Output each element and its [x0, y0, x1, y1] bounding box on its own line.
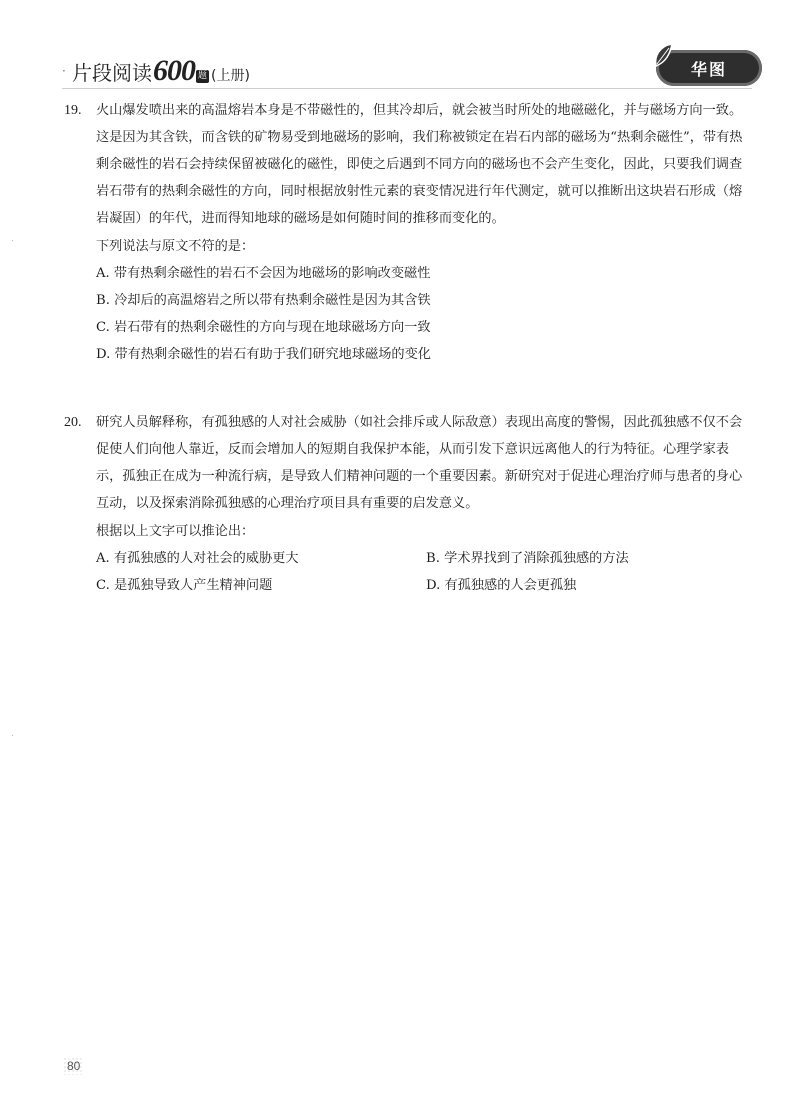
page-number: 80: [63, 1057, 84, 1075]
options-grid: [68, 545, 748, 599]
header-tick-mark: ·: [62, 64, 66, 78]
book-volume: (上册): [211, 68, 250, 84]
question-20: [64, 409, 748, 599]
option-d: D. 带有热剩余磁性的岩石有助于我们研究地球磁场的变化: [96, 347, 431, 362]
question-passage: [64, 97, 748, 232]
question-19: [64, 97, 748, 368]
option-d: D. 有孤独感的人会更孤独: [426, 578, 577, 593]
page-header: [62, 50, 752, 89]
question-prompt: 下列说法与原文不符的是：: [96, 239, 255, 254]
brand-logo: [656, 50, 762, 86]
option-c: C. 是孤独导致人产生精神问题: [96, 578, 273, 593]
option-b: B. 学术界找到了消除孤独感的方法: [426, 551, 629, 566]
brand-text: 华图: [690, 59, 727, 79]
passage-text: 研究人员解释称，有孤独感的人对社会威胁（如社会排斥或人际敌意）表现出高度的警惕，因此孤独感不仅不会促使人们向他人靠近，反而会增加人的短期自我保护本能，从而引发下意识远离他人的行为特征。心理学家表示，孤独正在成为一种流行病，是导致人们精神问题的一个重要因素。新研究对于促进心理治疗师与患者的身心互动，以及探索消除孤独感的心理治疗项目具有重要的启发意义。: [96, 415, 743, 511]
question-passage: [64, 409, 748, 517]
passage-text: 火山爆发喷出来的高温熔岩本身是不带磁性的，但其冷却后，就会被当时所处的地磁磁化，并与磁场方向一致。这是因为其含铁，而含铁的矿物易受到地磁场的影响，我们称被锁定在岩石内部的磁场为“热剩余磁性”，带有热剩余磁性的岩石会持续保留被磁化的磁性，即使之后遇到不同方向的磁场也不会产生变化，因此，只要我们调查岩石带有的热剩余磁性的方向，同时根据放射性元素的衰变情况进行年代测定，就可以推断出这块岩石形成（熔岩凝固）的年代，进而得知地球的磁场是如何随时间的推移而变化的。: [96, 103, 743, 226]
book-title: [72, 54, 250, 88]
book-title-badge: 题: [198, 71, 208, 81]
option-a: A. 有孤独感的人对社会的威胁更大: [96, 551, 299, 566]
question-prompt: 根据以上文字可以推论出：: [96, 524, 255, 539]
question-number: 19.: [64, 103, 82, 118]
scan-speck: [12, 240, 13, 241]
option-c: C. 岩石带有的热剩余磁性的方向与现在地球磁场方向一致: [96, 320, 431, 335]
book-title-text: 片段阅读: [72, 61, 152, 85]
book-title-number: 600: [153, 54, 195, 87]
option-b: B. 冷却后的高温熔岩之所以带有热剩余磁性是因为其含铁: [96, 293, 431, 308]
question-number: 20.: [64, 415, 82, 430]
option-a: A. 带有热剩余磁性的岩石不会因为地磁场的影响改变磁性: [96, 266, 431, 281]
leaf-icon: [652, 42, 674, 68]
scan-speck: [12, 735, 13, 736]
